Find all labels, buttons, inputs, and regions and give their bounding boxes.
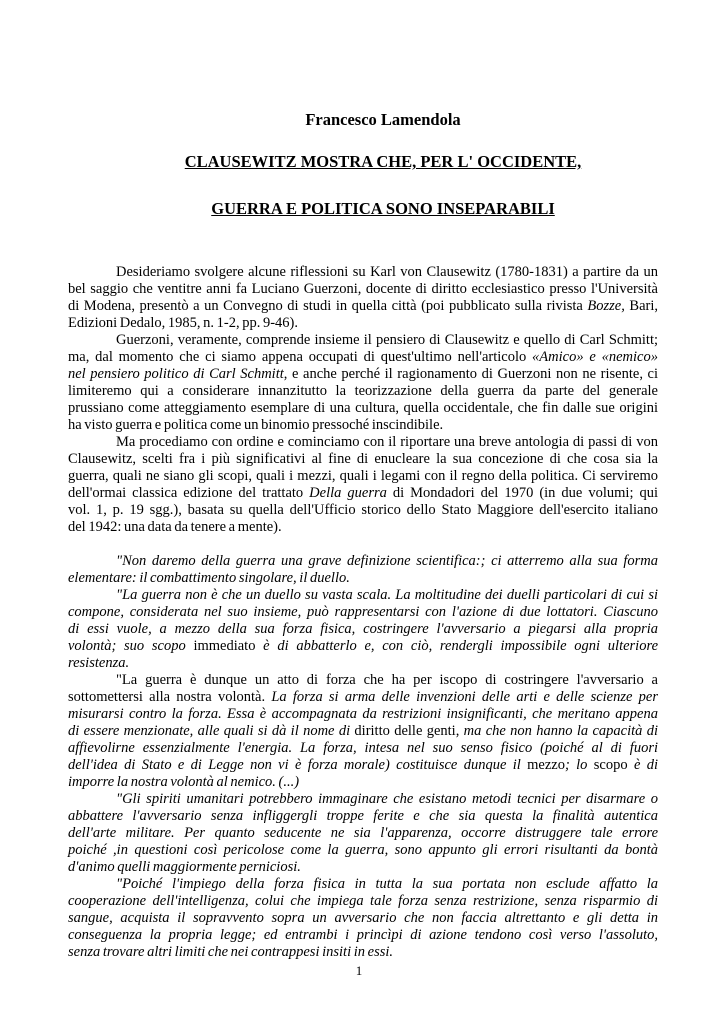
text-run: sottomettersi alla nostra volontà. xyxy=(68,689,272,705)
text-line xyxy=(68,366,658,383)
text-run: scopo xyxy=(587,757,634,773)
text-line xyxy=(68,315,658,332)
text-line xyxy=(68,944,658,961)
italic-text: "Non daremo della guerra una grave definizione scientifica:; ci atterremo alla sua forma xyxy=(116,553,658,569)
italic-text: dell'idea di Stato e di Legge non vi è forza morale) costituisce dunque il xyxy=(68,757,521,773)
text-line xyxy=(68,638,658,655)
quotations xyxy=(68,553,658,961)
quote-paragraph xyxy=(68,791,658,876)
text-line xyxy=(68,927,658,944)
paragraph xyxy=(68,434,658,536)
body-text xyxy=(68,264,658,536)
text-line xyxy=(68,553,658,570)
quote-paragraph xyxy=(68,672,658,791)
text-run: prussiano come atteggiamento esemplare di una cultura, quella occidentale, che fin dalle sue origini xyxy=(68,400,658,416)
italic-text: misurarsi contro la forza. Essa è accompagnata da restrizioni insignificanti, che meritano appena xyxy=(68,706,658,722)
text-line xyxy=(68,621,658,638)
italic-text: di essere menzionate, alle quali si dà il nome di xyxy=(68,723,351,739)
italic-text: "Poiché l'impiego della forza fisica in tutta la sua portata non esclude affatto la xyxy=(116,876,658,892)
text-run: di Mondadori del 1970 (in due volumi; qui xyxy=(386,485,659,501)
paragraph xyxy=(68,264,658,332)
text-line xyxy=(68,689,658,706)
text-line xyxy=(68,332,658,349)
text-line xyxy=(68,859,658,876)
text-run: Clausewitz, scelti fra i più significativi al fine di enucleare la sua concezione di che cosa sia la xyxy=(68,451,658,467)
italic-text: ; lo xyxy=(564,757,588,773)
text-line xyxy=(68,672,658,689)
text-line xyxy=(68,706,658,723)
italic-text: d'animo quelli maggiormente perniciosi. xyxy=(68,859,301,875)
text-line xyxy=(68,893,658,910)
text-line xyxy=(68,519,658,536)
text-line xyxy=(68,842,658,859)
text-line xyxy=(68,774,658,791)
italic-text: "La guerra non è che un duello su vasta scala. La moltitudine dei duelli particolari di cui si xyxy=(116,587,658,603)
italic-text: "Gli spiriti umanitari potrebbero immaginare che esistano metodi tecnici per disarmare o xyxy=(116,791,658,807)
italic-text: sangue, acquista il sopravvento sopra un avversario che non faccia altrettanto e gli detta in xyxy=(68,910,658,926)
text-line xyxy=(68,298,658,315)
text-line xyxy=(68,400,658,417)
text-run: "La guerra è dunque un atto di forza che ha per iscopo di costringere l'avversario a xyxy=(116,672,658,688)
text-line xyxy=(68,281,658,298)
text-run: bel saggio che ventitre anni fa Luciano Guerzoni, docente di diritto ecclesiastico presso l'Università xyxy=(68,281,658,297)
document-content xyxy=(68,264,658,979)
italic-text: Della guerra xyxy=(309,485,387,501)
italic-text: compone, considerata nel suo insieme, può rappresentarsi con l'azione di due lottatori. Ciascuno xyxy=(68,604,658,620)
italic-text: cooperazione dell'intelligenza, colui che impiega tale forza senza restrizione, senza risparmio di xyxy=(68,893,658,909)
italic-text: di essi vuole, a mezzo della sua forza fisica, costringere l'avversario a piegarsi alla propria xyxy=(68,621,658,637)
title-line-1: CLAUSEWITZ MOSTRA CHE, PER L' OCCIDENTE, xyxy=(184,152,582,171)
text-run: , e anche perché il ragionamento di Guerzoni non ne risente, ci xyxy=(283,366,659,382)
text-run: ma, dal momento che ci siamo appena occupati di quest'ultimo nell'articolo xyxy=(68,349,533,365)
text-line xyxy=(68,791,658,808)
italic-text: ma che non hanno la capacità di xyxy=(463,723,658,739)
text-line xyxy=(68,723,658,740)
author-name: Francesco Lamendola xyxy=(305,110,461,129)
text-line xyxy=(68,570,658,587)
text-line xyxy=(68,910,658,927)
text-line xyxy=(68,451,658,468)
text-run: dell'ormai classica edizione del trattato xyxy=(68,485,310,501)
text-line xyxy=(68,757,658,774)
italic-text: «Amico» e «nemico» xyxy=(532,349,658,365)
text-line xyxy=(68,876,658,893)
text-line xyxy=(68,434,658,451)
italic-text: poiché ,in questioni così pericolose come la guerra, sono appunto gli errori risultanti da bontà xyxy=(68,842,658,858)
italic-text: senza trovare altri limiti che nei contrappesi insiti in essi. xyxy=(68,944,394,960)
italic-text: è di xyxy=(633,757,658,773)
quote-paragraph xyxy=(68,587,658,672)
text-run: ha visto guerra e politica come un binomio pressoché inscindibile. xyxy=(68,417,444,433)
quote-paragraph xyxy=(68,553,658,587)
italic-text: Bozze, xyxy=(587,298,625,314)
text-line xyxy=(68,655,658,672)
text-run: diritto delle genti, xyxy=(350,723,464,739)
italic-text: elementare: il combattimento singolare, il duello. xyxy=(68,570,350,586)
title-line-2: GUERRA E POLITICA SONO INSEPARABILI xyxy=(211,199,555,218)
text-line xyxy=(68,383,658,400)
text-line xyxy=(68,264,658,281)
italic-text: resistenza. xyxy=(68,655,130,671)
text-run: Guerzoni, veramente, comprende insieme il pensiero di Clausewitz e quello di Carl Schmitt; xyxy=(116,332,658,348)
text-run: Ma procediamo con ordine e cominciamo con il riportare una breve antologia di passi di von xyxy=(116,434,658,450)
text-line xyxy=(68,502,658,519)
text-run: Desideriamo svolgere alcune riflessioni su Karl von Clausewitz (1780-1831) a partire da un xyxy=(116,264,658,280)
text-run: immediato xyxy=(185,638,256,654)
text-run: guerra, quali ne siano gli scopi, quali i mezzi, quali i legami con il regno della politica. Ci serviremo xyxy=(68,468,658,484)
italic-text: conseguenza la propria legge; ed entrambi i princìpi di azione tendono così verso l'assoluto, xyxy=(68,927,658,943)
text-line xyxy=(68,485,658,502)
paragraph xyxy=(68,332,658,434)
text-line xyxy=(68,604,658,621)
italic-text: abbattere l'avversario senza infliggergli troppe ferite e che sia questa la finalità autentica xyxy=(68,808,658,824)
text-run: mezzo xyxy=(520,757,565,773)
text-line xyxy=(68,468,658,485)
text-line xyxy=(68,808,658,825)
text-run: Edizioni Dedalo, 1985, n. 1-2, pp. 9-46). xyxy=(68,315,298,331)
italic-text: imporre la nostra volontà al nemico. (...) xyxy=(68,774,300,790)
italic-text: La forza si arma delle invenzioni delle arti e delle scienze per xyxy=(271,689,659,705)
italic-text: affievolirne essenzialmente l'energia. La forza, intesa nel suo senso fisico (poiché al di fuori xyxy=(68,740,658,756)
text-run: di Modena, presentò a un Convegno di studi in quella città (poi pubblicato sulla rivista xyxy=(68,298,588,314)
text-line xyxy=(68,587,658,604)
italic-text: è di abbatterlo e, con ciò, rendergli impossibile ogni ulteriore xyxy=(255,638,659,654)
text-line xyxy=(68,349,658,366)
text-run: del 1942: una data da tenere a mente). xyxy=(68,519,282,535)
page-number: 1 xyxy=(355,963,363,978)
text-line xyxy=(68,417,658,434)
text-run: limiteremo qui a considerare innanzitutto la teorizzazione della guerra da parte del generale xyxy=(68,383,658,399)
italic-text: volontà; suo scopo xyxy=(68,638,186,654)
text-line xyxy=(68,740,658,757)
italic-text: dell'arte militare. Per quanto seducente ne sia l'apparenza, occorre distruggere tale errore xyxy=(68,825,658,841)
text-line xyxy=(68,825,658,842)
text-run: vol. 1, p. 19 sgg.), basata su quella dell'Ufficio storico dello Stato Maggiore dell'esercito italiano xyxy=(68,502,658,518)
text-run: Bari, xyxy=(624,298,658,314)
quote-paragraph xyxy=(68,876,658,961)
italic-text: nel pensiero politico di Carl Schmitt xyxy=(68,366,284,382)
